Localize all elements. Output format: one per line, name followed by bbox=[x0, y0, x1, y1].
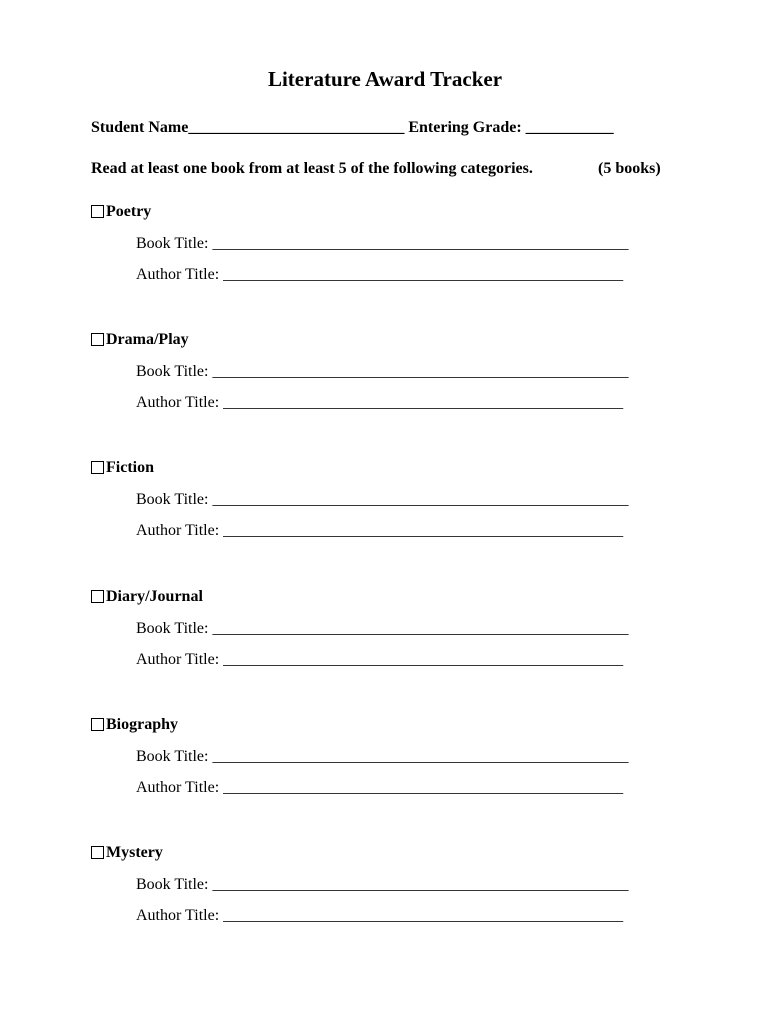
category-name: Diary/Journal bbox=[106, 588, 203, 605]
category-poetry bbox=[91, 202, 711, 302]
book-title-line: Book Title: ____________________________________________________ bbox=[136, 620, 629, 637]
category-fiction bbox=[91, 458, 711, 558]
checkbox-icon[interactable] bbox=[91, 333, 104, 346]
book-title-line: Book Title: ____________________________________________________ bbox=[136, 748, 629, 765]
instruction-text: Read at least one book from at least 5 of the following categories. bbox=[91, 160, 533, 177]
checkbox-icon[interactable] bbox=[91, 590, 104, 603]
checkbox-icon[interactable] bbox=[91, 718, 104, 731]
category-heading bbox=[91, 587, 203, 607]
author-title-line: Author Title: __________________________________________________ bbox=[136, 779, 624, 796]
category-heading bbox=[91, 202, 151, 222]
category-biography bbox=[91, 715, 711, 815]
category-heading bbox=[91, 330, 189, 350]
author-title-line: Author Title: __________________________________________________ bbox=[136, 266, 624, 283]
category-name: Mystery bbox=[106, 844, 163, 861]
book-title-line: Book Title: ____________________________________________________ bbox=[136, 363, 629, 380]
book-title-line: Book Title: ____________________________________________________ bbox=[136, 876, 629, 893]
student-info-line: Student Name___________________________ Entering Grade: ___________ bbox=[91, 119, 614, 136]
category-name: Biography bbox=[106, 716, 179, 733]
author-title-line: Author Title: __________________________________________________ bbox=[136, 522, 624, 539]
instruction-book-count: (5 books) bbox=[598, 160, 661, 177]
checkbox-icon[interactable] bbox=[91, 846, 104, 859]
page-title: Literature Award Tracker bbox=[267, 67, 503, 91]
category-name: Fiction bbox=[106, 459, 154, 476]
category-name: Drama/Play bbox=[106, 331, 189, 348]
category-heading bbox=[91, 458, 154, 478]
author-title-line: Author Title: __________________________________________________ bbox=[136, 394, 624, 411]
author-title-line: Author Title: __________________________________________________ bbox=[136, 907, 624, 924]
checkbox-icon[interactable] bbox=[91, 461, 104, 474]
book-title-line: Book Title: ____________________________________________________ bbox=[136, 491, 629, 508]
category-diary-journal bbox=[91, 587, 711, 687]
category-mystery bbox=[91, 843, 711, 943]
author-title-line: Author Title: __________________________________________________ bbox=[136, 651, 624, 668]
category-heading bbox=[91, 843, 163, 863]
checkbox-icon[interactable] bbox=[91, 205, 104, 218]
category-heading bbox=[91, 715, 178, 735]
category-name: Poetry bbox=[106, 203, 152, 220]
category-drama-play bbox=[91, 330, 711, 430]
book-title-line: Book Title: ____________________________________________________ bbox=[136, 235, 629, 252]
